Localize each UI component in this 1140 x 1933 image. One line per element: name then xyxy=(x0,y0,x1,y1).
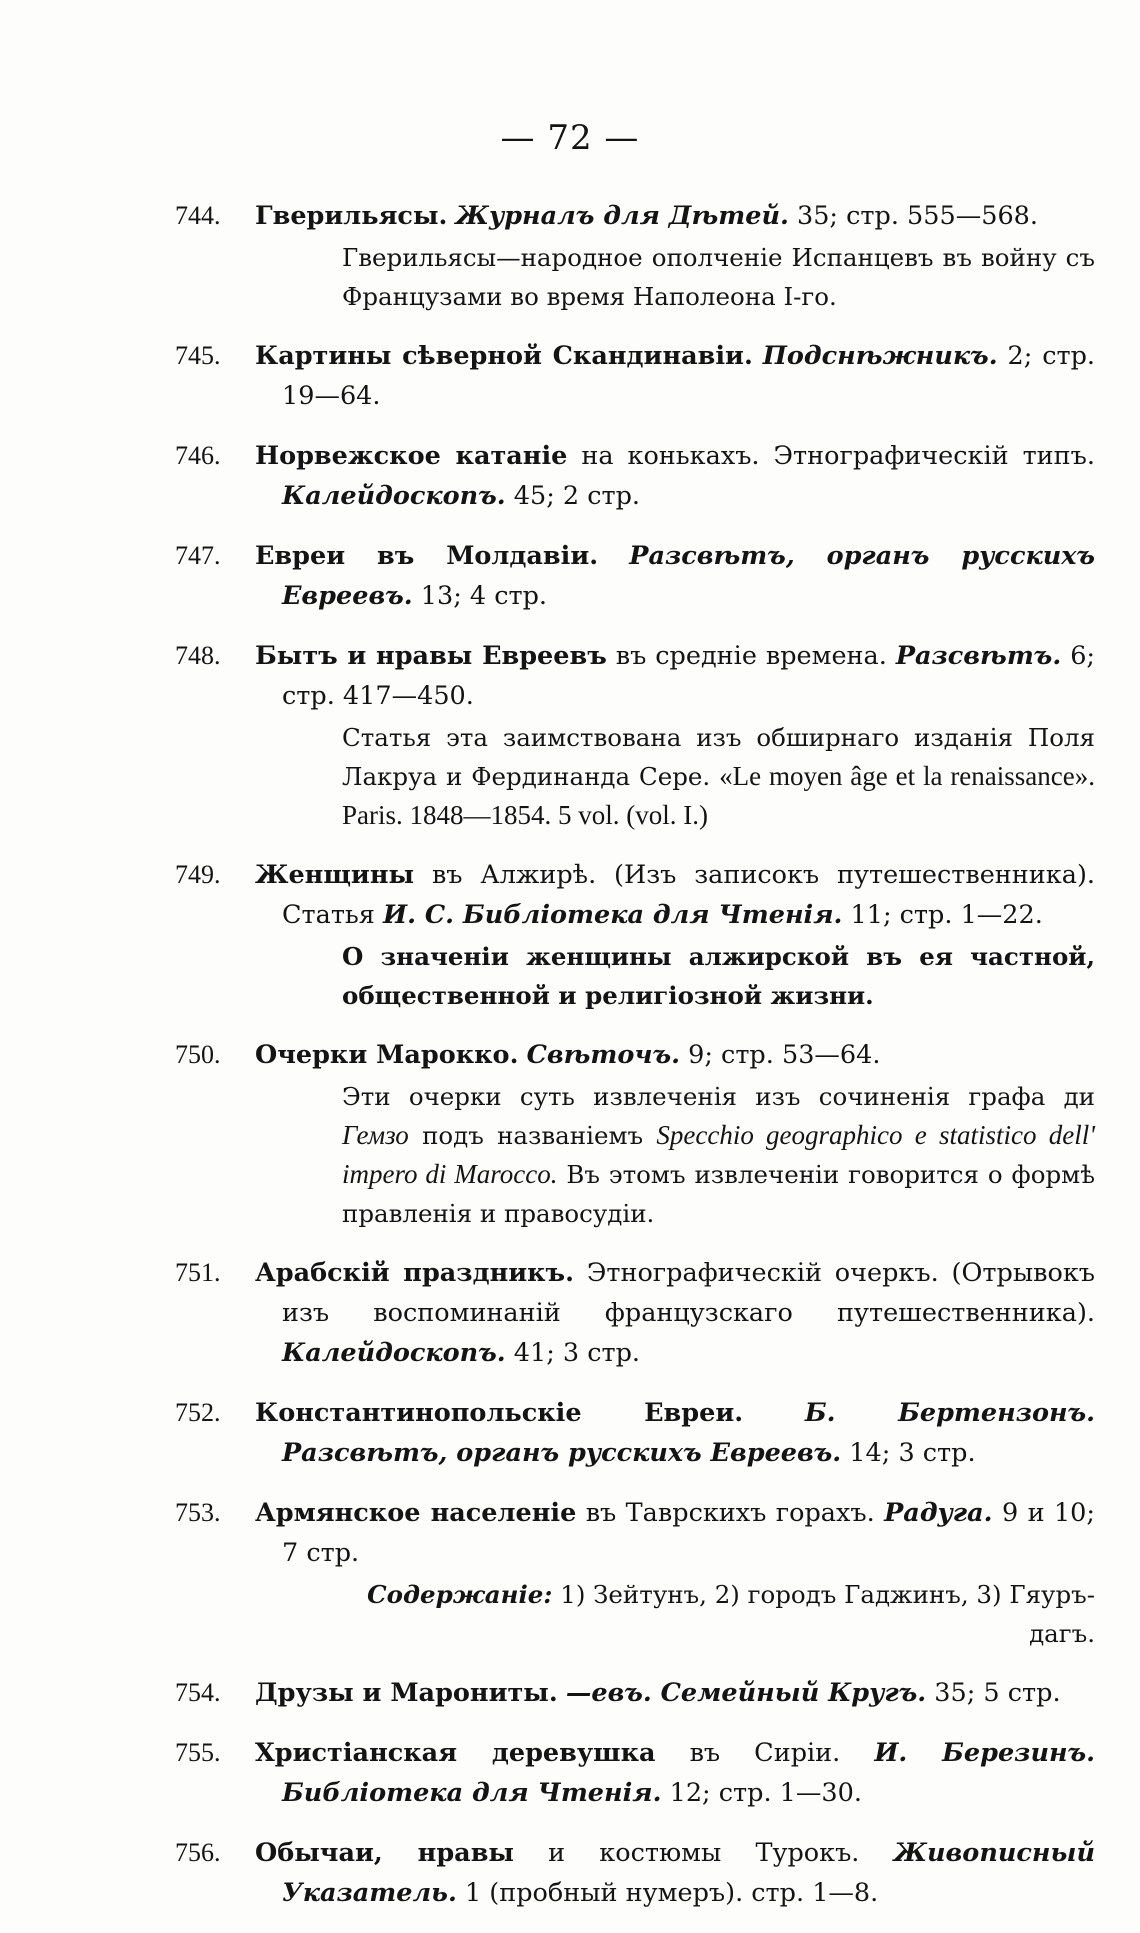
entry-title: Арабскій праздникъ. xyxy=(255,1258,574,1288)
entry-note-latin-title: Specchio geographico e statistico dell' impero di Marocco. xyxy=(342,1120,1095,1189)
entry-title: Бытъ и нравы Евреевъ xyxy=(255,641,607,671)
entry-title: Евреи въ Молдавіи. xyxy=(255,541,599,571)
entry-744 xyxy=(175,196,1095,316)
entry-number: 756. xyxy=(175,1838,221,1867)
entry-number: 754. xyxy=(175,1678,221,1707)
entry-title: Армянское населеніе xyxy=(255,1498,577,1528)
entry-pages: 45; 2 стр. xyxy=(513,481,641,511)
entry-number: 752. xyxy=(175,1398,221,1427)
entry-pages: 1 (пробный нумеръ). стр. 1—8. xyxy=(464,1878,879,1908)
entry-note-text: 1) Зейтунъ, 2) городъ Гаджинъ, 3) Гяуръ-дагъ. xyxy=(560,1580,1095,1648)
entry-750 xyxy=(175,1035,1095,1233)
entry-title: Картины сѣверной Скандинавіи. xyxy=(255,341,753,371)
entry-note-latin-title: «Le moyen âge et la renaissance». xyxy=(719,761,1095,791)
entry-title: Норвежское катаніе xyxy=(255,441,568,471)
entry-note xyxy=(282,718,1095,835)
entry-pages: 12; стр. 1—30. xyxy=(669,1778,862,1808)
entry-title: Женщины xyxy=(255,860,415,890)
entry-751 xyxy=(175,1253,1095,1373)
entry-source: —евъ. Семейный Кругъ. xyxy=(565,1678,927,1708)
entry-source: Подснѣжникъ. xyxy=(762,341,998,371)
entry-pages: 2; стр. 19—64. xyxy=(282,341,1096,411)
entry-pages: 13; 4 стр. xyxy=(420,581,548,611)
entry-number: 746. xyxy=(175,441,221,470)
entry-title: Обычаи, нравы xyxy=(255,1838,514,1868)
entry-pages: 35; стр. 555—568. xyxy=(796,201,1039,231)
entry-source: Калейдоскопъ. xyxy=(282,481,506,511)
entry-note-text: Въ этомъ извлеченіи говорится о формѣ правленія и правосудіи. xyxy=(342,1160,1095,1228)
entry-756 xyxy=(175,1833,1095,1913)
entry-source: Разсвѣтъ, органъ русскихъ Евреевъ. xyxy=(282,541,1096,611)
entry-pages: 9; стр. 53—64. xyxy=(688,1040,881,1070)
entry-source: Свѣточъ. xyxy=(526,1040,681,1070)
entry-number: 745. xyxy=(175,341,221,370)
entry-subtitle: на конькахъ. Этнографическій типъ. xyxy=(581,441,1096,471)
entry-754 xyxy=(175,1673,1095,1713)
entry-749 xyxy=(175,855,1095,1015)
entry-number: 750. xyxy=(175,1040,221,1069)
entry-note-label: Содержаніе: xyxy=(367,1580,553,1609)
entry-source: Б. Бертензонъ. Разсвѣтъ, органъ русскихъ Евреевъ. xyxy=(282,1398,1095,1468)
entry-subtitle: Этнографическій очеркъ. (Отрывокъ изъ воспоминаній французскаго путешественника). xyxy=(282,1258,1095,1328)
entry-source: И. С. Библіотека для Чтенія. xyxy=(383,900,843,930)
entry-note-author: Гемзо xyxy=(342,1120,409,1150)
entry-pages: 9 и 10; 7 стр. xyxy=(282,1498,1095,1568)
entry-748 xyxy=(175,636,1095,835)
entry-number: 751. xyxy=(175,1258,221,1287)
entry-title: Константинопольскіе Евреи. xyxy=(255,1398,744,1428)
entry-number: 747. xyxy=(175,541,221,570)
entry-pages: 6; стр. 417—450. xyxy=(282,641,1096,711)
entry-746 xyxy=(175,436,1095,516)
entry-753 xyxy=(175,1493,1095,1653)
entry-pages: 41; 3 стр. xyxy=(513,1338,641,1368)
entry-number: 755. xyxy=(175,1738,221,1767)
entry-note: О значеніи женщины алжирской въ ея частной, общественной и религіозной жизни. xyxy=(342,942,1095,1010)
entry-747 xyxy=(175,536,1095,616)
entry-755 xyxy=(175,1733,1095,1813)
entry-note-text: подъ названіемъ xyxy=(422,1121,644,1150)
page-number: — 72 — xyxy=(500,118,640,158)
entry-note-text: Статья эта заимствована изъ обширнаго изданія Поля Лакруа и Фердинанда Сере. xyxy=(342,723,1095,791)
entry-752 xyxy=(175,1393,1095,1473)
entry-source: И. Березинъ. Библіотека для Чтенія. xyxy=(282,1738,1095,1808)
entry-number: 744. xyxy=(175,201,221,230)
entry-title: Друзы и Марониты. xyxy=(255,1678,558,1708)
entry-source: Журналъ для Дѣтей. xyxy=(455,201,789,231)
entry-title: Очерки Марокко. xyxy=(255,1040,519,1070)
entry-source: Живописный Указатель. xyxy=(282,1838,1095,1908)
entry-title: Гверильясы. xyxy=(255,201,448,231)
entry-source: Калейдоскопъ. xyxy=(282,1338,506,1368)
entry-pages: 11; стр. 1—22. xyxy=(850,900,1043,930)
entry-subtitle: въ Алжирѣ. (Изъ записокъ путешественника). Статья xyxy=(282,860,1095,930)
entry-pages: 14; 3 стр. xyxy=(849,1438,976,1468)
entry-number: 748. xyxy=(175,641,221,670)
entry-note xyxy=(282,1575,1095,1653)
entry-note: Гверильясы—народное ополченіе Испанцевъ въ войну съ Французами во время Наполеона І-го. xyxy=(342,243,1095,311)
bibliography-list xyxy=(175,196,1095,1933)
entry-subtitle: и костюмы Турокъ. xyxy=(548,1838,860,1868)
entry-note-text: Эти очерки суть извлеченія изъ сочиненія графа ди xyxy=(342,1082,1095,1111)
entry-title: Христіанская деревушка xyxy=(255,1738,656,1768)
entry-745 xyxy=(175,336,1095,416)
entry-source: Разсвѣтъ. xyxy=(895,641,1062,671)
entry-subtitle: въ Сиріи. xyxy=(689,1738,841,1768)
entry-source: Радуга. xyxy=(884,1498,993,1528)
entry-number: 753. xyxy=(175,1498,221,1527)
entry-number: 749. xyxy=(175,860,221,889)
entry-subtitle: въ Таврскихъ горахъ. xyxy=(585,1498,875,1528)
entry-subtitle: въ средніе времена. xyxy=(615,641,887,671)
entry-note-imprint: Paris. 1848—1854. 5 vol. (vol. I.) xyxy=(342,800,708,830)
entry-note xyxy=(282,1077,1095,1233)
entry-pages: 35; 5 стр. xyxy=(934,1678,1061,1708)
